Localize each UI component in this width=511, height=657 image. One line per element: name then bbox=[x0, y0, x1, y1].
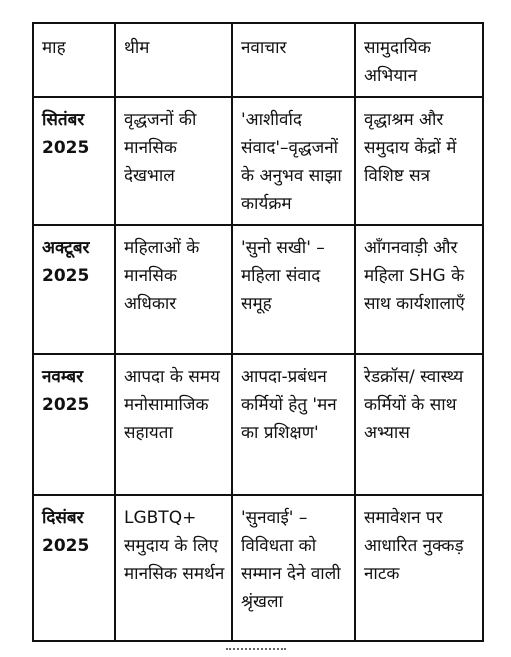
theme-cell: LGBTQ+ समुदाय के लिए मानसिक समर्थन bbox=[115, 495, 232, 641]
innovation-cell: 'आशीर्वाद संवाद'–वृद्धजनों के अनुभव साझा कार्यक्रम bbox=[232, 97, 355, 225]
month-cell: अक्टूबर 2025 bbox=[33, 225, 115, 354]
table-header-row bbox=[33, 23, 483, 97]
header-campaign: सामुदायिक अभियान bbox=[355, 23, 483, 97]
campaign-cell: रेडक्रॉस/ स्वास्थ्य कर्मियों के साथ अभ्यास bbox=[355, 354, 483, 495]
header-month: माह bbox=[33, 23, 115, 97]
page-bottom-mark bbox=[226, 648, 286, 654]
theme-cell: वृद्धजनों की मानसिक देखभाल bbox=[115, 97, 232, 225]
table-row bbox=[33, 495, 483, 641]
header-theme: थीम bbox=[115, 23, 232, 97]
campaign-cell: आँगनवाड़ी और महिला SHG के साथ कार्यशालाएँ bbox=[355, 225, 483, 354]
monthly-plan-table bbox=[32, 22, 484, 642]
campaign-cell: समावेशन पर आधारित नुक्कड़ नाटक bbox=[355, 495, 483, 641]
month-cell: नवम्बर 2025 bbox=[33, 354, 115, 495]
theme-cell: आपदा के समय मनोसामाजिक सहायता bbox=[115, 354, 232, 495]
table-row bbox=[33, 97, 483, 225]
theme-cell: महिलाओं के मानसिक अधिकार bbox=[115, 225, 232, 354]
innovation-cell: 'सुनो सखी' – महिला संवाद समूह bbox=[232, 225, 355, 354]
campaign-cell: वृद्धाश्रम और समुदाय केंद्रों में विशिष्ट सत्र bbox=[355, 97, 483, 225]
month-cell: सितंबर 2025 bbox=[33, 97, 115, 225]
innovation-cell: आपदा-प्रबंधन कर्मियों हेतु 'मन का प्रशिक्षण' bbox=[232, 354, 355, 495]
table-row bbox=[33, 354, 483, 495]
header-innovation: नवाचार bbox=[232, 23, 355, 97]
table-row bbox=[33, 225, 483, 354]
innovation-cell: 'सुनवाई' – विविधता को सम्मान देने वाली श्रृंखला bbox=[232, 495, 355, 641]
month-cell: दिसंबर 2025 bbox=[33, 495, 115, 641]
